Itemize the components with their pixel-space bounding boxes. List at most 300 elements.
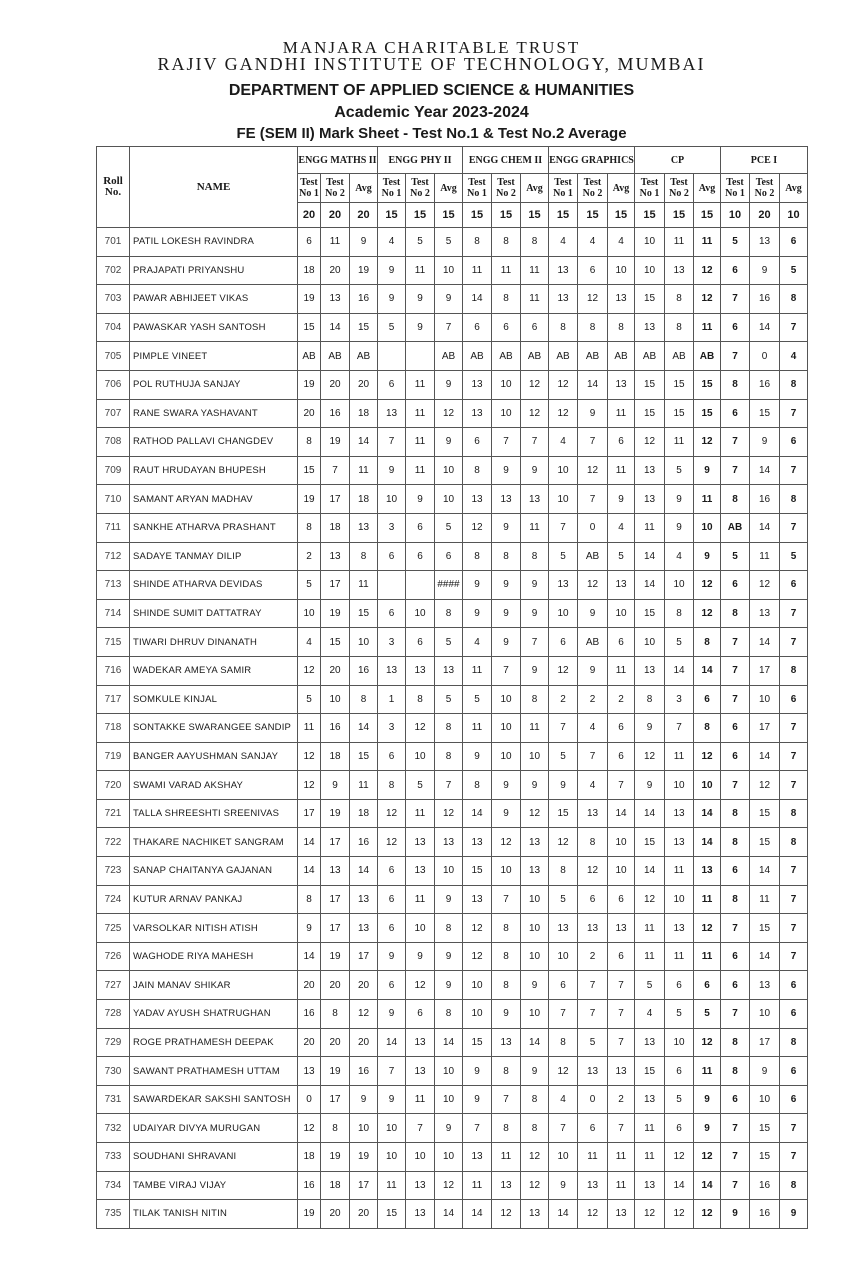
avg-header: Avg bbox=[608, 174, 635, 203]
mark-cell: 6 bbox=[780, 571, 808, 600]
roll-number: 703 bbox=[97, 285, 130, 314]
mark-cell: 8 bbox=[298, 513, 321, 542]
mark-cell: 11 bbox=[694, 942, 721, 971]
mark-cell: 5 bbox=[378, 313, 406, 342]
mark-cell: 11 bbox=[521, 714, 549, 743]
mark-cell: 4 bbox=[549, 228, 578, 257]
max-marks-cell: 15 bbox=[521, 203, 549, 228]
roll-number: 715 bbox=[97, 628, 130, 657]
mark-cell: 15 bbox=[635, 828, 665, 857]
mark-cell: 6 bbox=[694, 685, 721, 714]
mark-cell: 5 bbox=[298, 685, 321, 714]
roll-number: 705 bbox=[97, 342, 130, 371]
mark-cell: 14 bbox=[665, 1171, 694, 1200]
mark-cell: 15 bbox=[635, 370, 665, 399]
mark-cell: 9 bbox=[492, 1000, 521, 1029]
mark-cell: 16 bbox=[750, 1171, 780, 1200]
mark-cell: 10 bbox=[549, 1143, 578, 1172]
student-name: SOUDHANI SHRAVANI bbox=[130, 1143, 298, 1172]
mark-cell: 11 bbox=[463, 256, 492, 285]
mark-cell: 7 bbox=[378, 1057, 406, 1086]
sheet-title: FE (SEM II) Mark Sheet - Test No.1 & Test No.2 Average bbox=[236, 125, 627, 142]
student-name: SANAP CHAITANYA GAJANAN bbox=[130, 857, 298, 886]
mark-cell: 20 bbox=[321, 256, 350, 285]
mark-cell: 16 bbox=[321, 714, 350, 743]
mark-cell: 6 bbox=[406, 542, 435, 571]
mark-cell: 4 bbox=[463, 628, 492, 657]
mark-cell: 13 bbox=[492, 1028, 521, 1057]
mark-cell: 7 bbox=[780, 1143, 808, 1172]
mark-cell: 11 bbox=[521, 513, 549, 542]
mark-cell: 10 bbox=[635, 628, 665, 657]
mark-cell: 20 bbox=[350, 971, 378, 1000]
mark-cell: 12 bbox=[435, 399, 463, 428]
mark-cell: 7 bbox=[321, 456, 350, 485]
mark-cell: 17 bbox=[321, 485, 350, 514]
mark-sheet-table bbox=[96, 146, 808, 1229]
test-header: Test No 2 bbox=[750, 174, 780, 203]
mark-cell: 10 bbox=[378, 1114, 406, 1143]
mark-cell: 6 bbox=[435, 542, 463, 571]
mark-cell: 20 bbox=[321, 1028, 350, 1057]
mark-cell: 19 bbox=[321, 599, 350, 628]
student-name: BANGER AAYUSHMAN SANJAY bbox=[130, 742, 298, 771]
mark-cell: 19 bbox=[321, 428, 350, 457]
mark-cell: 8 bbox=[435, 714, 463, 743]
mark-cell: 13 bbox=[435, 656, 463, 685]
mark-cell: 9 bbox=[406, 485, 435, 514]
mark-cell: 8 bbox=[780, 1171, 808, 1200]
mark-cell: 14 bbox=[750, 857, 780, 886]
mark-cell: 7 bbox=[608, 1000, 635, 1029]
table-row bbox=[97, 1114, 808, 1143]
mark-cell: 8 bbox=[578, 828, 608, 857]
mark-cell: 6 bbox=[378, 542, 406, 571]
mark-cell: 10 bbox=[665, 571, 694, 600]
mark-cell: 9 bbox=[378, 942, 406, 971]
mark-cell: 13 bbox=[694, 857, 721, 886]
mark-cell: 8 bbox=[521, 1085, 549, 1114]
mark-cell: 8 bbox=[298, 428, 321, 457]
mark-cell: 12 bbox=[578, 857, 608, 886]
mark-cell: 7 bbox=[780, 885, 808, 914]
mark-cell: 11 bbox=[608, 399, 635, 428]
mark-cell: 13 bbox=[350, 513, 378, 542]
mark-cell: 8 bbox=[549, 1028, 578, 1057]
mark-cell: 16 bbox=[350, 1057, 378, 1086]
mark-cell: 13 bbox=[635, 656, 665, 685]
table-row bbox=[97, 428, 808, 457]
avg-header: Avg bbox=[350, 174, 378, 203]
mark-cell: 7 bbox=[721, 914, 750, 943]
mark-cell: 19 bbox=[298, 1200, 321, 1229]
mark-cell bbox=[378, 342, 406, 371]
mark-cell: 7 bbox=[780, 714, 808, 743]
mark-cell: 13 bbox=[350, 885, 378, 914]
mark-cell: 10 bbox=[694, 771, 721, 800]
mark-cell: 10 bbox=[378, 485, 406, 514]
mark-cell: 9 bbox=[378, 285, 406, 314]
mark-cell: 15 bbox=[298, 456, 321, 485]
mark-cell: 11 bbox=[665, 857, 694, 886]
mark-cell: 13 bbox=[665, 828, 694, 857]
mark-cell: 13 bbox=[549, 285, 578, 314]
mark-cell: 12 bbox=[521, 370, 549, 399]
mark-cell: 18 bbox=[350, 799, 378, 828]
mark-cell: 11 bbox=[406, 256, 435, 285]
mark-cell: 7 bbox=[578, 428, 608, 457]
mark-cell: 9 bbox=[350, 1085, 378, 1114]
mark-cell: AB bbox=[321, 342, 350, 371]
student-name: SWAMI VARAD AKSHAY bbox=[130, 771, 298, 800]
mark-cell: 9 bbox=[521, 771, 549, 800]
mark-cell: 19 bbox=[298, 285, 321, 314]
mark-cell: 5 bbox=[721, 228, 750, 257]
mark-cell bbox=[406, 342, 435, 371]
student-name: YADAV AYUSH SHATRUGHAN bbox=[130, 1000, 298, 1029]
mark-cell: 6 bbox=[721, 857, 750, 886]
mark-cell: 15 bbox=[750, 799, 780, 828]
mark-cell: 10 bbox=[549, 485, 578, 514]
mark-cell: 13 bbox=[406, 1200, 435, 1229]
mark-cell: 5 bbox=[406, 228, 435, 257]
test-header: Test No 1 bbox=[378, 174, 406, 203]
mark-cell: 9 bbox=[521, 599, 549, 628]
mark-cell: 5 bbox=[665, 1085, 694, 1114]
mark-cell: 9 bbox=[750, 428, 780, 457]
mark-cell: 14 bbox=[521, 1028, 549, 1057]
mark-cell: 14 bbox=[463, 285, 492, 314]
mark-cell: 8 bbox=[463, 542, 492, 571]
roll-number: 711 bbox=[97, 513, 130, 542]
mark-cell: 9 bbox=[435, 942, 463, 971]
student-name: RAUT HRUDAYAN BHUPESH bbox=[130, 456, 298, 485]
mark-cell: 13 bbox=[549, 256, 578, 285]
table-row bbox=[97, 1171, 808, 1200]
mark-cell: 13 bbox=[406, 1171, 435, 1200]
mark-cell: 11 bbox=[321, 228, 350, 257]
max-marks-cell: 15 bbox=[608, 203, 635, 228]
test-header: Test No 2 bbox=[406, 174, 435, 203]
mark-cell: 15 bbox=[750, 1143, 780, 1172]
table-row bbox=[97, 513, 808, 542]
mark-cell: 9 bbox=[549, 771, 578, 800]
roll-number: 717 bbox=[97, 685, 130, 714]
student-name: VARSOLKAR NITISH ATISH bbox=[130, 914, 298, 943]
mark-cell: 8 bbox=[521, 228, 549, 257]
mark-cell: AB bbox=[578, 542, 608, 571]
mark-cell: 13 bbox=[406, 1057, 435, 1086]
mark-cell: 14 bbox=[578, 370, 608, 399]
mark-cell: 11 bbox=[694, 485, 721, 514]
mark-cell: 9 bbox=[378, 1085, 406, 1114]
mark-cell: 11 bbox=[635, 942, 665, 971]
mark-cell: 16 bbox=[298, 1171, 321, 1200]
mark-cell: 13 bbox=[608, 370, 635, 399]
mark-cell: 6 bbox=[780, 1085, 808, 1114]
roll-number: 706 bbox=[97, 370, 130, 399]
mark-cell: 11 bbox=[665, 942, 694, 971]
mark-cell: AB bbox=[721, 513, 750, 542]
table-row bbox=[97, 542, 808, 571]
mark-cell: 6 bbox=[721, 971, 750, 1000]
mark-cell: 8 bbox=[578, 313, 608, 342]
mark-cell: 11 bbox=[406, 799, 435, 828]
mark-cell: 7 bbox=[721, 1171, 750, 1200]
student-name: ROGE PRATHAMESH DEEPAK bbox=[130, 1028, 298, 1057]
mark-cell: 13 bbox=[635, 1085, 665, 1114]
mark-cell: 15 bbox=[750, 1114, 780, 1143]
mark-cell: 11 bbox=[463, 714, 492, 743]
mark-cell: 9 bbox=[635, 714, 665, 743]
mark-cell: 8 bbox=[780, 1028, 808, 1057]
table-row bbox=[97, 342, 808, 371]
mark-cell: 13 bbox=[608, 571, 635, 600]
student-name: TILAK TANISH NITIN bbox=[130, 1200, 298, 1229]
table-row bbox=[97, 685, 808, 714]
mark-cell: 13 bbox=[406, 1028, 435, 1057]
mark-cell: 15 bbox=[350, 313, 378, 342]
mark-cell: 14 bbox=[635, 571, 665, 600]
mark-cell: 4 bbox=[578, 771, 608, 800]
mark-cell: 15 bbox=[750, 828, 780, 857]
table-row bbox=[97, 1200, 808, 1229]
table-row bbox=[97, 771, 808, 800]
mark-cell: 9 bbox=[578, 599, 608, 628]
max-marks-cell: 15 bbox=[635, 203, 665, 228]
roll-number: 721 bbox=[97, 799, 130, 828]
table-row bbox=[97, 799, 808, 828]
mark-cell: 20 bbox=[321, 656, 350, 685]
mark-cell: 9 bbox=[694, 542, 721, 571]
student-name: PIMPLE VINEET bbox=[130, 342, 298, 371]
mark-cell: 8 bbox=[721, 599, 750, 628]
student-name: TAMBE VIRAJ VIJAY bbox=[130, 1171, 298, 1200]
mark-cell: 10 bbox=[378, 1143, 406, 1172]
mark-cell: 9 bbox=[350, 228, 378, 257]
mark-cell: 12 bbox=[750, 571, 780, 600]
mark-cell: 14 bbox=[750, 313, 780, 342]
mark-cell: 13 bbox=[608, 914, 635, 943]
mark-cell: 15 bbox=[635, 399, 665, 428]
mark-cell: 19 bbox=[350, 256, 378, 285]
max-marks-cell: 15 bbox=[694, 203, 721, 228]
mark-cell: 10 bbox=[521, 1000, 549, 1029]
mark-cell: 14 bbox=[463, 1200, 492, 1229]
mark-cell: 6 bbox=[608, 428, 635, 457]
mark-cell: 9 bbox=[780, 1200, 808, 1229]
student-name: SAMANT ARYAN MADHAV bbox=[130, 485, 298, 514]
mark-cell: 10 bbox=[435, 456, 463, 485]
mark-cell: #### bbox=[435, 571, 463, 600]
mark-cell: 6 bbox=[665, 1057, 694, 1086]
mark-cell: 10 bbox=[608, 857, 635, 886]
mark-cell: 8 bbox=[435, 599, 463, 628]
mark-cell: 20 bbox=[298, 399, 321, 428]
mark-cell: 6 bbox=[463, 313, 492, 342]
mark-cell: 8 bbox=[608, 313, 635, 342]
table-row bbox=[97, 370, 808, 399]
mark-cell: 16 bbox=[298, 1000, 321, 1029]
mark-cell: 13 bbox=[635, 313, 665, 342]
table-row bbox=[97, 857, 808, 886]
mark-cell: 6 bbox=[780, 428, 808, 457]
mark-cell: 13 bbox=[665, 799, 694, 828]
table-row bbox=[97, 942, 808, 971]
mark-cell: 6 bbox=[721, 399, 750, 428]
mark-cell: 8 bbox=[378, 771, 406, 800]
trust-name: MANJARA CHARITABLE TRUST bbox=[282, 38, 581, 57]
mark-cell: 10 bbox=[750, 685, 780, 714]
mark-cell: 5 bbox=[435, 628, 463, 657]
max-marks-cell: 20 bbox=[350, 203, 378, 228]
mark-cell: 12 bbox=[406, 714, 435, 743]
mark-cell: 7 bbox=[463, 1114, 492, 1143]
mark-cell: 9 bbox=[750, 256, 780, 285]
table-row bbox=[97, 1085, 808, 1114]
mark-cell: 12 bbox=[521, 799, 549, 828]
table-row bbox=[97, 485, 808, 514]
mark-cell: 13 bbox=[635, 1028, 665, 1057]
mark-cell: 2 bbox=[608, 685, 635, 714]
mark-cell: 4 bbox=[298, 628, 321, 657]
mark-cell: 12 bbox=[463, 513, 492, 542]
max-marks-cell: 10 bbox=[780, 203, 808, 228]
mark-cell: 6 bbox=[378, 599, 406, 628]
mark-cell: 11 bbox=[492, 1143, 521, 1172]
mark-cell: 8 bbox=[463, 771, 492, 800]
mark-cell: 7 bbox=[780, 742, 808, 771]
mark-cell: 8 bbox=[492, 542, 521, 571]
mark-cell: 6 bbox=[578, 1114, 608, 1143]
mark-cell: 14 bbox=[694, 656, 721, 685]
mark-cell: 13 bbox=[665, 256, 694, 285]
mark-cell: 9 bbox=[435, 971, 463, 1000]
mark-cell: 6 bbox=[578, 256, 608, 285]
mark-cell: 12 bbox=[298, 656, 321, 685]
mark-cell: 13 bbox=[578, 799, 608, 828]
mark-cell: 9 bbox=[492, 456, 521, 485]
student-name: SANKHE ATHARVA PRASHANT bbox=[130, 513, 298, 542]
mark-cell: 6 bbox=[721, 714, 750, 743]
mark-cell: 6 bbox=[780, 228, 808, 257]
max-marks-cell: 15 bbox=[665, 203, 694, 228]
mark-cell: 8 bbox=[406, 685, 435, 714]
mark-cell: 14 bbox=[694, 1171, 721, 1200]
mark-cell: 14 bbox=[435, 1200, 463, 1229]
mark-cell: 4 bbox=[665, 542, 694, 571]
mark-cell: 11 bbox=[665, 228, 694, 257]
mark-cell: 17 bbox=[750, 714, 780, 743]
mark-cell: 11 bbox=[350, 456, 378, 485]
avg-header: Avg bbox=[521, 174, 549, 203]
mark-cell: 17 bbox=[321, 571, 350, 600]
table-row bbox=[97, 228, 808, 257]
mark-cell: 10 bbox=[435, 857, 463, 886]
table-row bbox=[97, 1028, 808, 1057]
mark-cell: 12 bbox=[463, 942, 492, 971]
mark-cell: 14 bbox=[435, 1028, 463, 1057]
mark-cell: 10 bbox=[635, 228, 665, 257]
mark-cell: AB bbox=[635, 342, 665, 371]
mark-cell: 16 bbox=[750, 1200, 780, 1229]
mark-cell: 10 bbox=[406, 1143, 435, 1172]
mark-cell: 7 bbox=[549, 1114, 578, 1143]
mark-cell: 10 bbox=[463, 971, 492, 1000]
mark-cell: 7 bbox=[578, 742, 608, 771]
mark-cell: 6 bbox=[608, 942, 635, 971]
mark-cell: 8 bbox=[549, 857, 578, 886]
mark-cell: 6 bbox=[608, 885, 635, 914]
mark-cell: 8 bbox=[492, 1057, 521, 1086]
mark-cell: 10 bbox=[435, 1143, 463, 1172]
mark-cell: 6 bbox=[549, 971, 578, 1000]
test-header: Test No 2 bbox=[578, 174, 608, 203]
mark-cell: 9 bbox=[406, 313, 435, 342]
mark-cell: AB bbox=[435, 342, 463, 371]
roll-number: 731 bbox=[97, 1085, 130, 1114]
mark-cell: 8 bbox=[350, 685, 378, 714]
mark-cell: 10 bbox=[521, 885, 549, 914]
mark-cell: 12 bbox=[521, 1143, 549, 1172]
mark-cell: 16 bbox=[750, 485, 780, 514]
mark-cell: 8 bbox=[694, 714, 721, 743]
mark-cell: 7 bbox=[578, 1000, 608, 1029]
mark-cell: 4 bbox=[578, 228, 608, 257]
mark-cell bbox=[378, 571, 406, 600]
mark-cell: 7 bbox=[406, 1114, 435, 1143]
mark-cell: 14 bbox=[665, 656, 694, 685]
roll-number: 719 bbox=[97, 742, 130, 771]
mark-cell: 10 bbox=[665, 1028, 694, 1057]
mark-cell: 11 bbox=[608, 1171, 635, 1200]
mark-cell: 7 bbox=[780, 914, 808, 943]
mark-cell: 18 bbox=[350, 485, 378, 514]
mark-cell: 10 bbox=[521, 914, 549, 943]
mark-cell: 12 bbox=[549, 828, 578, 857]
mark-cell: 5 bbox=[463, 685, 492, 714]
max-marks-cell: 15 bbox=[378, 203, 406, 228]
table-row bbox=[97, 1057, 808, 1086]
student-name: PATIL LOKESH RAVINDRA bbox=[130, 228, 298, 257]
mark-cell: 13 bbox=[521, 485, 549, 514]
mark-cell: 10 bbox=[608, 599, 635, 628]
mark-cell: 9 bbox=[298, 914, 321, 943]
mark-cell: 5 bbox=[721, 542, 750, 571]
mark-cell: 8 bbox=[721, 799, 750, 828]
mark-cell: 10 bbox=[406, 742, 435, 771]
mark-cell: 11 bbox=[694, 228, 721, 257]
mark-cell: AB bbox=[492, 342, 521, 371]
mark-cell: 11 bbox=[406, 456, 435, 485]
mark-cell: 6 bbox=[492, 313, 521, 342]
mark-cell: 4 bbox=[608, 228, 635, 257]
mark-cell: 14 bbox=[549, 1200, 578, 1229]
roll-number: 729 bbox=[97, 1028, 130, 1057]
mark-cell: 11 bbox=[406, 428, 435, 457]
roll-number: 728 bbox=[97, 1000, 130, 1029]
mark-cell: 8 bbox=[521, 1114, 549, 1143]
mark-cell: 12 bbox=[435, 799, 463, 828]
mark-cell: 11 bbox=[694, 1057, 721, 1086]
mark-cell: 8 bbox=[492, 942, 521, 971]
mark-cell: 11 bbox=[635, 1143, 665, 1172]
mark-cell: 13 bbox=[578, 914, 608, 943]
max-marks-cell: 20 bbox=[298, 203, 321, 228]
roll-number: 710 bbox=[97, 485, 130, 514]
mark-cell: 13 bbox=[463, 1143, 492, 1172]
mark-cell: 4 bbox=[549, 1085, 578, 1114]
